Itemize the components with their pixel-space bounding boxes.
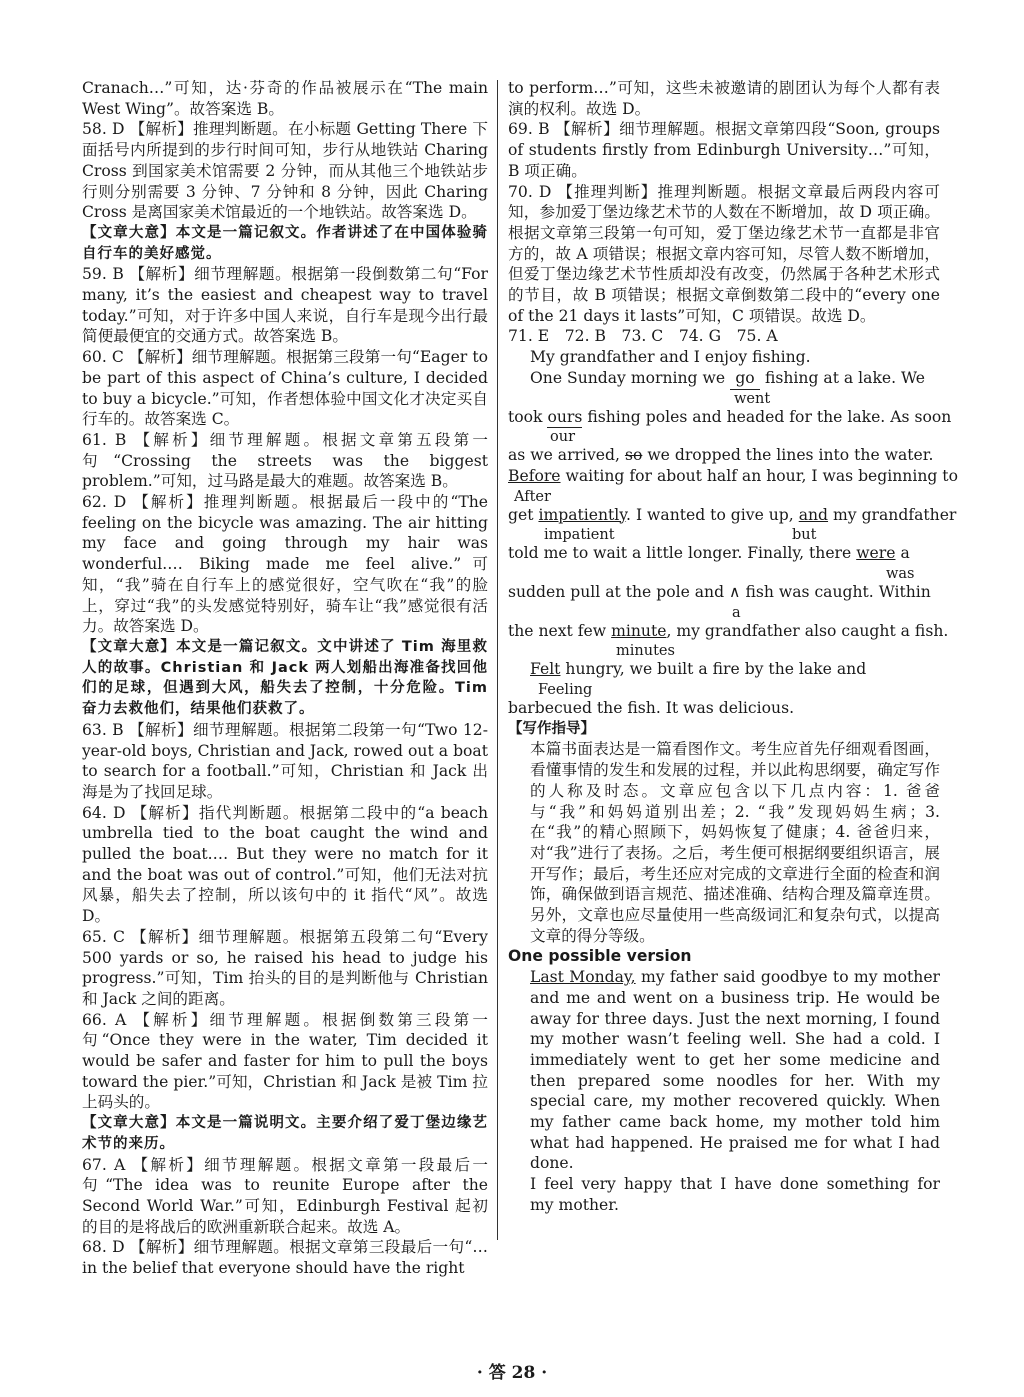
answer-65: 65. C 【解析】细节理解题。根据第五段第二句“Every 500 yards or so, he raised his head to judge his progress.”可知，Tim 抬头的目的是判断他与 Christian 和 Jack 之间的距离。: [82, 927, 488, 1008]
corrected-word: and: [798, 505, 829, 524]
correction: Feeling: [538, 682, 593, 699]
answers-71-75: 71. E 72. B 73. C 74. G 75. A: [508, 327, 778, 346]
right-column: [508, 78, 958, 1216]
answer-66: 66. A 【解析】细节理解题。根据倒数第三段第一句“Once they were in the water, Tim decided it would be safer and faster for him to pull the boys toward the pier.”可知，Christian 和 Jack 是被 Tim 拉上码头的。: [82, 1010, 488, 1112]
answer-64: 64. D 【解析】指代判断题。根据第二段中的“a beach umbrella tied to the boat caught the wind and pulled the boat.… But they were no match for it and the boat was out of control.”可知，他们无法对抗风暴，船失去了控制，所以该句中的 it 指代“风”。故选 D。: [82, 803, 488, 926]
essay-line: told me to wait a little longer. Finally, there were a: [508, 544, 910, 563]
model-essay: Last Monday, my father said goodbye to my mother and me and went on a business trip. He would be away for three days. Just the next morning, I found my mother wasn’t feeling well. She had a cold. I immediately went to get her some medicine and then prepared some noodles for her. With my special care, my mother recovered quickly. When my father came back home, my mother told him what had happened. He praised me for what I had done.: [530, 968, 940, 1173]
article-summary: 【文章大意】本文是一篇记叙文。作者讲述了在中国体验骑自行车的美好感觉。: [82, 224, 488, 262]
article-summary: 【文章大意】本文是一篇记叙文。文中讲述了 Tim 海里救人的故事。Christian 和 Jack 两人划船出海准备找回他们的足球，但遇到大风，船失去了控制，十分危险。Tim 奋力去救他们，结果他们获救了。: [82, 638, 488, 718]
correction: was: [886, 565, 915, 582]
essay-line: My grandfather and I enjoy fishing.: [530, 348, 811, 367]
essay-line: barbecued the fish. It was delicious.: [508, 699, 795, 718]
model-essay-ending: I feel very happy that I have done something for my mother.: [530, 1175, 940, 1214]
corrected-word: impatiently: [538, 505, 627, 524]
answer-62: 62. D 【解析】推理判断题。根据最后一段中的“The feeling on the bicycle was amazing. The air hitting my face and going through my hair was wonderful.… Biking made me feel alive.”可知，“我”骑在自行车上的感觉很好，空气吹在“我”的脸上，穿过“我”的头发感觉特别好，骑车让“我”感觉很有活力。故答案选 D。: [82, 493, 488, 636]
essay-line: the next few minute, my grandfather also caught a fish.: [508, 621, 949, 640]
essay-line: sudden pull at the pole and ∧ fish was caught. Within: [508, 582, 931, 601]
answer-61: 61. B 【解析】细节理解题。根据文章第五段第一句“Crossing the streets was the biggest problem.”可知，过马路是最大的难题。故答案选 B。: [82, 430, 488, 491]
page-number: · 答 28 ·: [476, 1363, 548, 1383]
answer-60: 60. C 【解析】细节理解题。根据第三段第一句“Eager to be part of this aspect of China’s culture, I decided to buy a bicycle.”可知，作者想体验中国文化才决定买自行车的。故答案选 C。: [82, 348, 488, 429]
corrected-word: go: [730, 368, 760, 390]
writing-guide: 本篇书面表达是一篇看图作文。考生应首先仔细观看图画，看懂事情的发生和发展的过程，并以此构思纲要，确定写作的人称及时态。文章应包含以下几点内容：1. 爸爸与“我”和妈妈道别出差；2. “我”发现妈妈生病；3. 在“我”的精心照顾下，妈妈恢复了健康；4. 爸爸归来，对“我”进行了表扬。之后，考生便可根据纲要组织语言，展开写作；最后，考生还应对完成的文章进行全面的检查和润饰，确保做到语言规范、描述准确、结构合理及篇章连贯。另外，文章也应尽量使用一些高级词汇和复杂句式，以提高文章的得分等级。: [530, 740, 940, 945]
essay-line: Before waiting for about half an hour, I was beginning to: [508, 466, 958, 485]
answer-59: 59. B 【解析】细节理解题。根据第一段倒数第二句“For many, it’s the easiest and cheapest way to travel today.”可知，对于许多中国人来说，自行车是现今出行最简便最便宜的交通方式。故答案选 B。: [82, 265, 488, 346]
corrected-word: ours: [547, 407, 582, 429]
corrected-word: Felt: [530, 660, 561, 679]
deleted-word: so: [624, 446, 643, 465]
insert-mark: ∧: [729, 582, 741, 601]
correction: a: [732, 604, 741, 621]
corrected-word: were: [856, 544, 896, 563]
correction: impatient: [544, 527, 615, 544]
answer-70: 70. D 【推理判断】推理判断题。根据文章最后两段内容可知，参加爱丁堡边缘艺术节的人数在不断增加，故 D 项正确。根据文章第三段第一句可知，爱丁堡边缘艺术节一直都是非官方的，故 A 项错误；根据文章内容可知，尽管人数不断增加，但爱丁堡边缘艺术节性质却没有改变，仍然属于各种艺术形式的节目，故 B 项错误；根据文章倒数第二段中的“every one of the 21 days it lasts”可知，C 项错误。故选 D。: [508, 182, 940, 325]
corrected-word: minute: [611, 621, 667, 640]
answer-67: 67. A 【解析】细节理解题。根据文章第一段最后一句“The idea was to reunite Europe after the Second World War.”可知，Edinburgh Festival 起初的目的是将战后的欧洲重新联合起来。故选 A。: [82, 1155, 488, 1236]
correction: went: [734, 390, 771, 407]
column-divider: [497, 80, 498, 1240]
correction: minutes: [616, 643, 675, 660]
version-heading: One possible version: [508, 947, 692, 966]
paragraph-continued: Cranach…”可知，达·芬奇的作品被展示在“The main West Wing”。故答案选 B。: [82, 79, 488, 118]
paragraph-continued: to perform…”可知，这些未被邀请的剧团认为每个人都有表演的权利。故选 D。: [508, 79, 940, 118]
correction: After: [514, 488, 551, 505]
answer-63: 63. B 【解析】细节理解题。根据第二段第一句“Two 12-year-old boys, Christian and Jack, rowed out a boat to search for a football.”可知，Christian 和 Jack 出海是为了找回足球。: [82, 720, 488, 801]
answer-68: 68. D 【解析】细节理解题。根据文章第三段最后一句“… in the belief that everyone should have the right: [82, 1238, 488, 1278]
essay-line: Felt hungry, we built a fire by the lake and: [530, 660, 867, 679]
correction: our: [550, 429, 575, 446]
corrected-word: Before: [508, 466, 561, 485]
essay-line: get impatiently. I wanted to give up, and my grandfather: [508, 505, 957, 524]
essay-line: One Sunday morning we go fishing at a lake. We: [508, 368, 940, 389]
writing-guide-heading: 【写作指导】: [508, 720, 595, 737]
correction: but: [792, 527, 817, 544]
article-summary: 【文章大意】本文是一篇说明文。主要介绍了爱丁堡边缘艺术节的来历。: [82, 1115, 488, 1152]
essay-line: as we arrived, so we dropped the lines into the water.: [508, 446, 934, 465]
essay-line: took ours fishing poles and headed for the lake. As soon: [508, 407, 940, 428]
correction-row: [508, 525, 940, 543]
error-correction-essay: [508, 347, 958, 719]
left-column: [82, 78, 488, 1279]
answer-58: 58. D 【解析】推理判断题。在小标题 Getting There 下面括号内所提到的步行时间可知，步行从地铁站 Charing Cross 到国家美术馆需要 2 分钟，而从其他三个地铁站步行则分别需要 3 分钟、7 分钟和 8 分钟，因此 Charing Cross 是离国家美术馆最近的一个地铁站。故答案选 D。: [82, 120, 488, 222]
answer-69: 69. B 【解析】细节理解题。根据文章第四段“Soon, groups of students firstly from Edinburgh University…”可知，B 项正确。: [508, 120, 940, 180]
